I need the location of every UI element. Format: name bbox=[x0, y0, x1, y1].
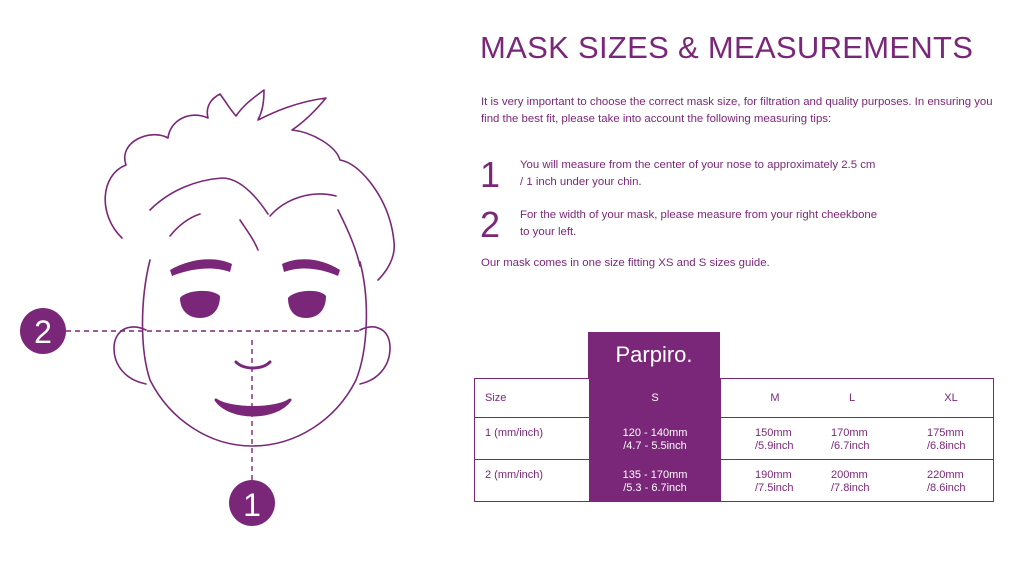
row-2-label: 2 (mm/inch) bbox=[485, 469, 544, 481]
header-l: L bbox=[848, 392, 856, 404]
right-ear bbox=[360, 327, 390, 384]
row-divider bbox=[475, 459, 993, 460]
tip-2-number: 2 bbox=[480, 204, 501, 245]
row-1-m-inch: /5.9inch bbox=[755, 440, 794, 452]
row-1-s-inch: /4.7 - 5.5inch bbox=[623, 440, 687, 452]
row-1-l-mm: 170mm bbox=[831, 427, 868, 439]
row-2-s-inch: /5.3 - 6.7inch bbox=[623, 482, 687, 494]
row-divider bbox=[475, 417, 993, 418]
tip-2-text: For the width of your mask, please measure from your right cheekbone to your left. bbox=[520, 209, 878, 238]
header-size: Size bbox=[485, 392, 507, 404]
row-2-l-inch: /7.8inch bbox=[831, 482, 870, 494]
header-s: S bbox=[651, 392, 659, 404]
face-illustration bbox=[0, 0, 470, 576]
left-ear bbox=[114, 327, 146, 384]
tip-1-text: You will measure from the center of your nose to approximately 2.5 cm / 1 inch under your chin. bbox=[520, 159, 876, 188]
row-2-xl-mm: 220mm bbox=[927, 469, 964, 481]
hair-inner-strands bbox=[150, 178, 360, 266]
intro-text: It is very important to choose the correct mask size, for filtration and quality purposes. In ensuring you find the best fit, please take into account the following measuring tips: bbox=[481, 96, 993, 125]
row-2-s-mm: 135 - 170mm bbox=[622, 469, 688, 481]
marker-1-label: 1 bbox=[243, 487, 261, 523]
left-eye bbox=[180, 291, 220, 318]
page-title: MASK SIZES & MEASUREMENTS bbox=[480, 30, 974, 65]
header-xl: XL bbox=[944, 392, 958, 404]
right-eyebrow bbox=[282, 259, 340, 276]
brand-header: Parpiro. bbox=[588, 332, 720, 378]
face-outline bbox=[143, 260, 367, 446]
row-1-xl-mm: 175mm bbox=[927, 427, 964, 439]
mouth bbox=[216, 400, 290, 415]
left-eyebrow bbox=[170, 259, 232, 276]
row-2-m-inch: /7.5inch bbox=[755, 482, 794, 494]
row-1-l-inch: /6.7inch bbox=[831, 440, 870, 452]
tip-1-number: 1 bbox=[480, 154, 501, 195]
row-1-label: 1 (mm/inch) bbox=[485, 427, 544, 439]
row-2-xl-inch: /8.6inch bbox=[927, 482, 966, 494]
marker-2-label: 2 bbox=[34, 314, 52, 350]
nose bbox=[236, 362, 270, 368]
hair-outline bbox=[105, 90, 394, 280]
header-m: M bbox=[770, 392, 780, 404]
right-eye bbox=[288, 291, 326, 318]
row-1-s-mm: 120 - 140mm bbox=[622, 427, 688, 439]
row-1-m-mm: 150mm bbox=[755, 427, 792, 439]
row-1-xl-inch: /6.8inch bbox=[927, 440, 966, 452]
size-table bbox=[474, 378, 994, 502]
row-2-m-mm: 190mm bbox=[755, 469, 792, 481]
size-note: Our mask comes in one size fitting XS and S sizes guide. bbox=[481, 257, 770, 269]
row-2-l-mm: 200mm bbox=[831, 469, 868, 481]
